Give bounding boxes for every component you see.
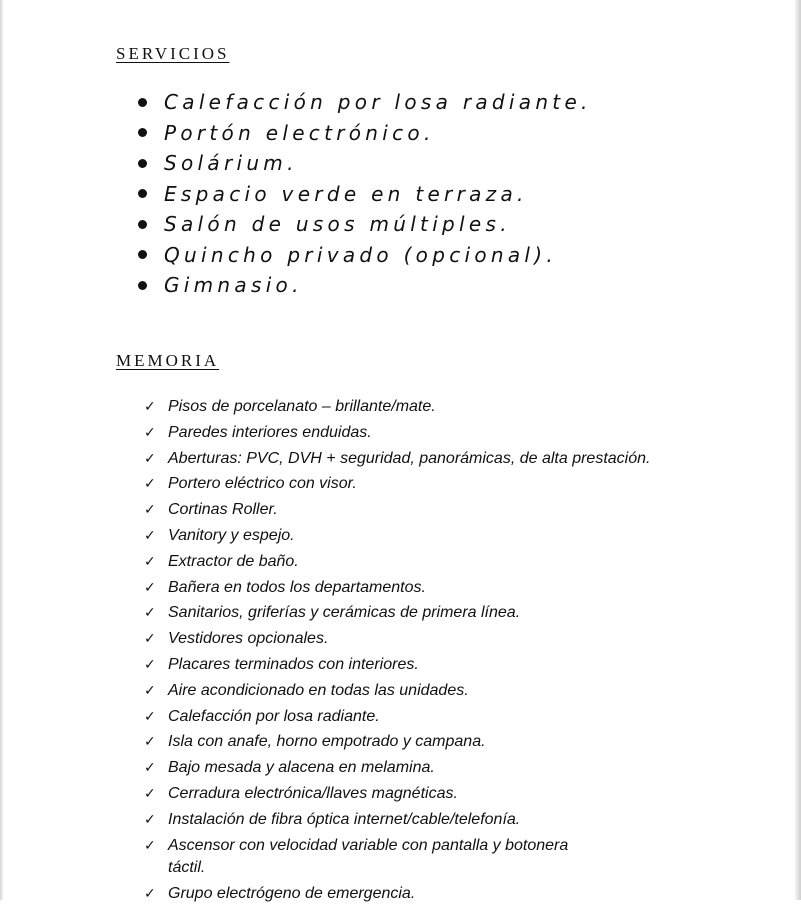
memoria-item (144, 473, 650, 496)
servicios-item-text: Gimnasio. (164, 273, 303, 298)
bullet-icon (138, 189, 147, 198)
bullet-icon (138, 128, 147, 137)
memoria-item-text: Pisos de porcelanato – brillante/mate. (168, 398, 436, 415)
memoria-item-text: Aberturas: PVC, DVH + seguridad, panorámicas, de alta prestación. (168, 449, 651, 467)
check-mark-icon: ✓ (144, 682, 156, 699)
memoria-item (144, 835, 650, 881)
memoria-item-text: Portero eléctrico con visor. (168, 475, 357, 493)
check-mark-icon: ✓ (144, 785, 156, 802)
check-mark-icon: ✓ (144, 476, 156, 493)
servicios-item (138, 87, 592, 118)
servicios-item-text: Solárium. (164, 151, 298, 176)
memoria-item (144, 422, 650, 445)
memoria-item-text: Isla con anafe, horno empotrado y campana. (168, 733, 486, 751)
check-mark-icon: ✓ (144, 708, 156, 725)
memoria-item (144, 809, 650, 832)
memoria-item-text: Aire acondicionado en todas las unidades. (168, 681, 469, 699)
check-mark-icon: ✓ (144, 631, 156, 648)
memoria-item (144, 706, 650, 729)
page-edge-right (795, 0, 801, 900)
memoria-item (144, 525, 650, 548)
servicios-heading: SERVICIOS (116, 44, 230, 63)
servicios-item-text: Portón electrónico. (164, 120, 435, 145)
memoria-item (144, 628, 650, 651)
memoria-item-text: Paredes interiores enduidas. (168, 423, 372, 441)
memoria-item (144, 680, 650, 703)
bullet-icon (138, 220, 147, 229)
bullet-icon (138, 250, 147, 259)
memoria-item (144, 396, 650, 419)
memoria-item (144, 602, 650, 625)
servicios-item-text: Espacio verde en terraza. (164, 181, 528, 206)
check-mark-icon: ✓ (144, 760, 156, 777)
check-mark-icon: ✓ (144, 605, 156, 622)
check-mark-icon: ✓ (144, 450, 156, 467)
memoria-item-text: Bajo mesada y alacena en melamina. (168, 759, 435, 777)
check-mark-icon: ✓ (144, 424, 156, 441)
memoria-heading: MEMORIA (116, 351, 220, 370)
servicios-item-text: Quincho privado (opcional). (164, 242, 558, 267)
memoria-item (144, 783, 650, 806)
check-mark-icon: ✓ (144, 886, 156, 903)
check-mark-icon: ✓ (144, 837, 156, 854)
check-mark-icon: ✓ (144, 734, 156, 751)
memoria-item (144, 551, 650, 574)
memoria-item (144, 577, 650, 600)
memoria-item (144, 757, 650, 780)
servicios-item-text: Calefacción por losa radiante. (164, 90, 592, 115)
memoria-item-text: Placares terminados con interiores. (168, 655, 419, 673)
servicios-item (138, 240, 592, 271)
memoria-list (144, 396, 650, 909)
memoria-item (144, 499, 650, 522)
servicios-item (138, 148, 592, 179)
check-mark-icon: ✓ (144, 527, 156, 544)
servicios-item (138, 270, 592, 301)
memoria-item (144, 731, 650, 754)
memoria-item-text: Vanitory y espejo. (168, 526, 295, 544)
memoria-item (144, 654, 650, 677)
memoria-item-text: Instalación de fibra óptica internet/cable/telefonía. (168, 810, 521, 828)
memoria-item (144, 448, 650, 471)
memoria-item-text: Sanitarios, griferías y cerámicas de primera línea. (168, 604, 521, 622)
servicios-item-text: Salón de usos múltiples. (164, 212, 511, 237)
memoria-item-text: Cerradura electrónica/llaves magnéticas. (168, 784, 458, 802)
memoria-item-text: Grupo electrógeno de emergencia. (168, 885, 416, 903)
memoria-item-text: Cortinas Roller. (168, 501, 278, 519)
check-mark-icon: ✓ (144, 579, 156, 596)
servicios-item (138, 118, 592, 149)
servicios-list (138, 87, 592, 301)
check-mark-icon: ✓ (144, 553, 156, 570)
bullet-icon (138, 159, 147, 168)
memoria-item-text: Vestidores opcionales. (168, 630, 329, 648)
check-mark-icon: ✓ (144, 502, 156, 519)
memoria-item-text: Extractor de baño. (168, 552, 299, 570)
memoria-item (144, 883, 650, 906)
servicios-item (138, 209, 592, 240)
check-mark-icon: ✓ (144, 656, 156, 673)
servicios-item (138, 179, 592, 210)
memoria-item-text: Calefacción por losa radiante. (168, 707, 380, 725)
bullet-icon (138, 98, 147, 107)
check-mark-icon: ✓ (144, 399, 156, 415)
memoria-item-text: Bañera en todos los departamentos. (168, 578, 426, 596)
page-edge-left (0, 0, 3, 900)
memoria-item-text: Ascensor con velocidad variable con pantalla y botonera táctil. (168, 836, 569, 877)
bullet-icon (138, 281, 147, 290)
check-mark-icon: ✓ (144, 811, 156, 828)
